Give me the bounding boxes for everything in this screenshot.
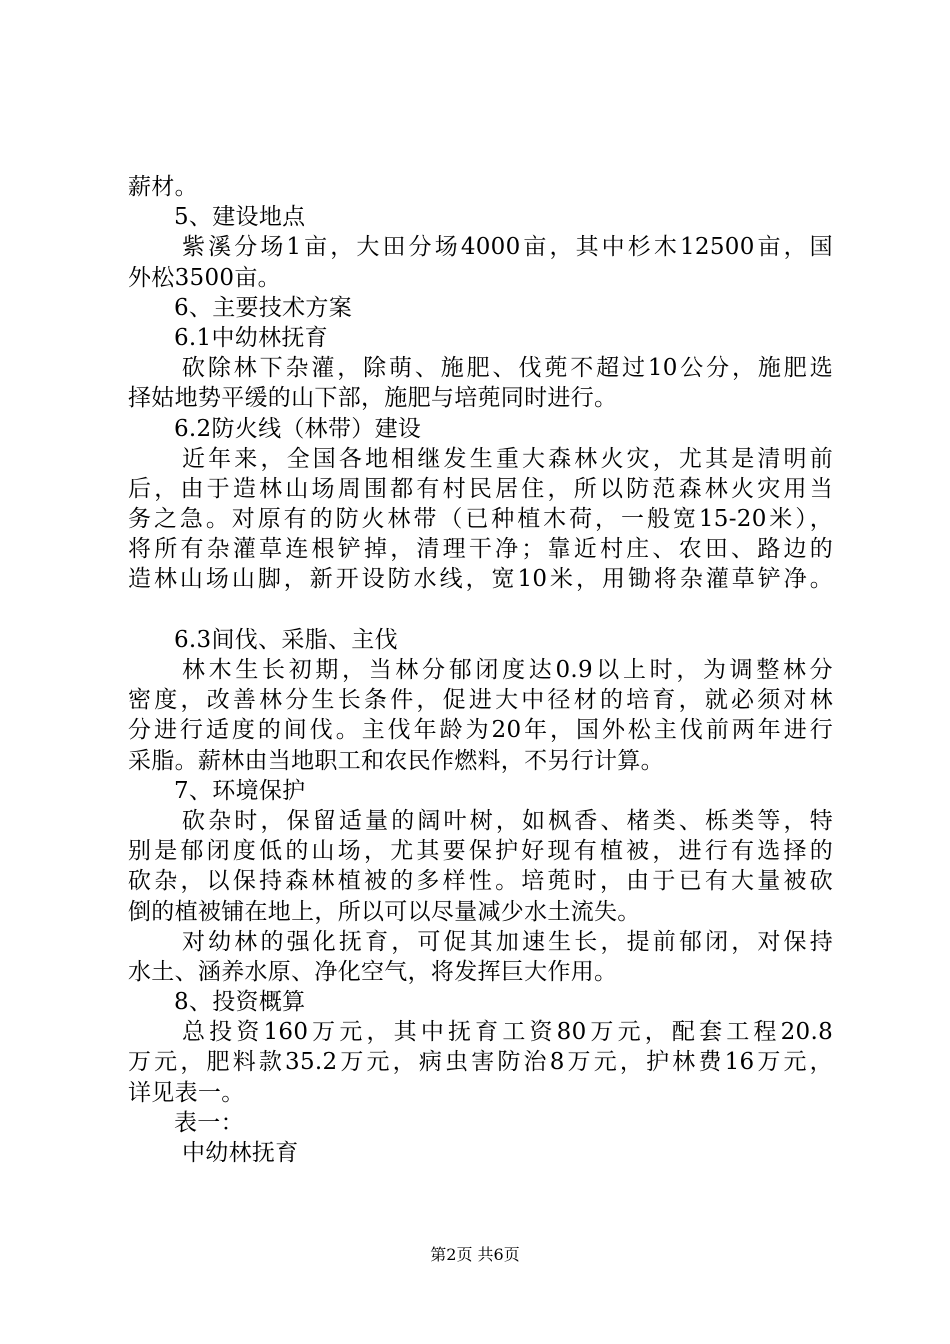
text-line: 倒的植被铺在地上，所以可以尽量减少水土流失。 [128,898,641,925]
text-line: 近年来，全国各地相继发生重大森林火灾，尤其是清明前 [182,445,833,472]
text-line: 别是郁闭度低的山场，尤其要保护好现有植被，进行有选择的 [128,838,833,865]
text-line: 造林山场山脚，新开设防水线，宽10米，用锄将杂灌草铲净。 [128,566,833,593]
text-line: 砍除林下杂灌，除萌、施肥、伐蔸不超过10公分，施肥选 [182,355,833,382]
subsection-heading: 6.1中幼林抚育 [174,324,328,351]
text-line: 择姑地势平缓的山下部，施肥与培蔸同时进行。 [128,385,618,412]
page-number: 第2页 共6页 [430,1245,520,1264]
subsection-heading: 6.2防火线（林带）建设 [174,415,422,442]
text-line: 分进行适度的间伐。主伐年龄为20年，国外松主伐前两年进行 [128,717,833,744]
section-heading: 7、环境保护 [174,777,306,804]
section-heading: 5、建设地点 [174,204,306,231]
text-line: 后，由于造林山场周围都有村民居住，所以防范森林火灾用当 [128,475,833,502]
text-line: 砍杂，以保持森林植被的多样性。培蔸时，由于已有大量被砍 [128,868,833,895]
text-line: 详见表一。 [128,1079,245,1106]
text-line: 务之急。对原有的防火林带（已种植木荷，一般宽15-20米）， [128,506,833,533]
table-title: 中幼林抚育 [182,1140,299,1166]
text-line: 采脂。薪林由当地职工和农民作燃料，不另行计算。 [128,747,664,774]
table-caption: 表一： [174,1109,244,1136]
text-line: 对幼林的强化抚育，可促其加速生长，提前郁闭，对保持 [182,928,833,955]
section-heading: 6、主要技术方案 [174,294,353,321]
section-heading: 8、投资概算 [174,989,306,1016]
text-line: 外松3500亩。 [128,264,281,291]
document-body [128,172,833,1168]
text-line: 万元，肥料款35.2万元，病虫害防治8万元，护林费16万元， [128,1049,833,1076]
text-line: 紫溪分场1亩，大田分场4000亩，其中杉木12500亩，国 [182,234,833,261]
text-line: 林木生长初期，当林分郁闭度达0.9以上时，为调整林分 [182,657,833,683]
text-line: 总投资160万元，其中抚育工资80万元，配套工程20.8 [182,1019,833,1046]
text-line: 水土、涵养水原、净化空气，将发挥巨大作用。 [128,958,618,985]
text-line: 将所有杂灌草连根铲掉，清理干净；靠近村庄、农田、路边的 [128,536,833,563]
blank-line [128,595,833,625]
subsection-heading: 6.3间伐、采脂、主伐 [174,626,398,653]
text-line: 砍杂时，保留适量的阔叶树，如枫香、楮类、栎类等，特 [182,807,833,834]
text-line: 密度，改善林分生长条件，促进大中径材的培育，就必须对林 [128,687,833,714]
text-line: 薪材。 [128,174,198,200]
